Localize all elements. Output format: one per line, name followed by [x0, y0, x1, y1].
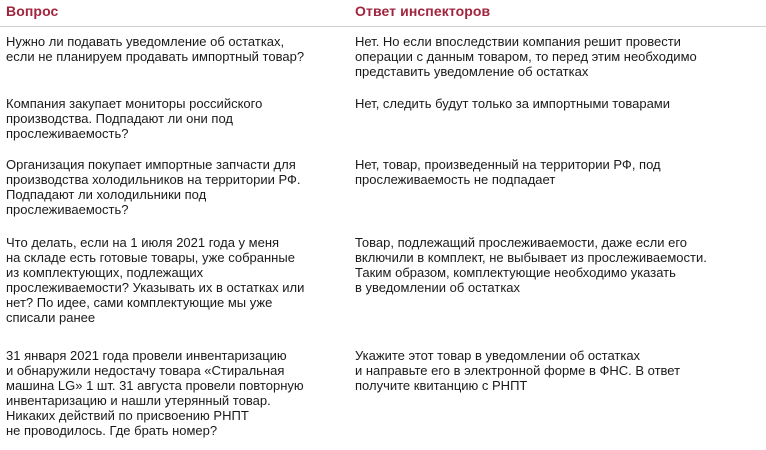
question-cell: 31 января 2021 года провели инвентаризацию и обнаружили недостачу товара «Стиральная машина LG» 1 шт. 31 августа провели повторную инвентаризацию и нашли утерянный товар. Никаких действий по присвоению РНПТ не проводилось. Где брать номер?	[6, 348, 304, 438]
answer-cell: Нет. Но если впоследствии компания решит провести операции с данным товаром, то перед этим необходимо представить уведомление об остатках	[355, 34, 697, 79]
question-cell: Нужно ли подавать уведомление об остатках, если не планируем продавать импортный товар?	[6, 34, 305, 64]
table-header	[0, 0, 766, 27]
answer-cell: Нет, товар, произведенный на территории РФ, под прослеживаемость не подпадает	[355, 157, 661, 187]
answer-column-header: Ответ инспекторов	[355, 3, 491, 19]
question-cell: Что делать, если на 1 июля 2021 года у меня на складе есть готовые товары, уже собранные из комплектующих, подлежащих прослеживаемости? Указывать их в остатках или нет? По идее, сами комплектующие мы уже списали ранее	[6, 235, 305, 325]
answer-cell: Товар, подлежащий прослеживаемости, даже если его включили в комплект, не выбывает из прослеживаемости. Таким образом, комплектующие необходимо указать в уведомлении об остатках	[355, 235, 707, 295]
answer-cell: Укажите этот товар в уведомлении об остатках и направьте его в электронной форме в ФНС. В ответ получите квитанцию с РНПТ	[355, 348, 681, 393]
question-cell: Организация покупает импортные запчасти для производства холодильников на территории РФ. Подпадают ли холодильники под прослеживаемость?	[6, 157, 301, 217]
question-cell: Компания закупает мониторы российского производства. Подпадают ли они под прослеживаемость?	[6, 96, 263, 141]
answer-cell: Нет, следить будут только за импортными товарами	[355, 96, 670, 111]
question-column-header: Вопрос	[6, 3, 59, 19]
